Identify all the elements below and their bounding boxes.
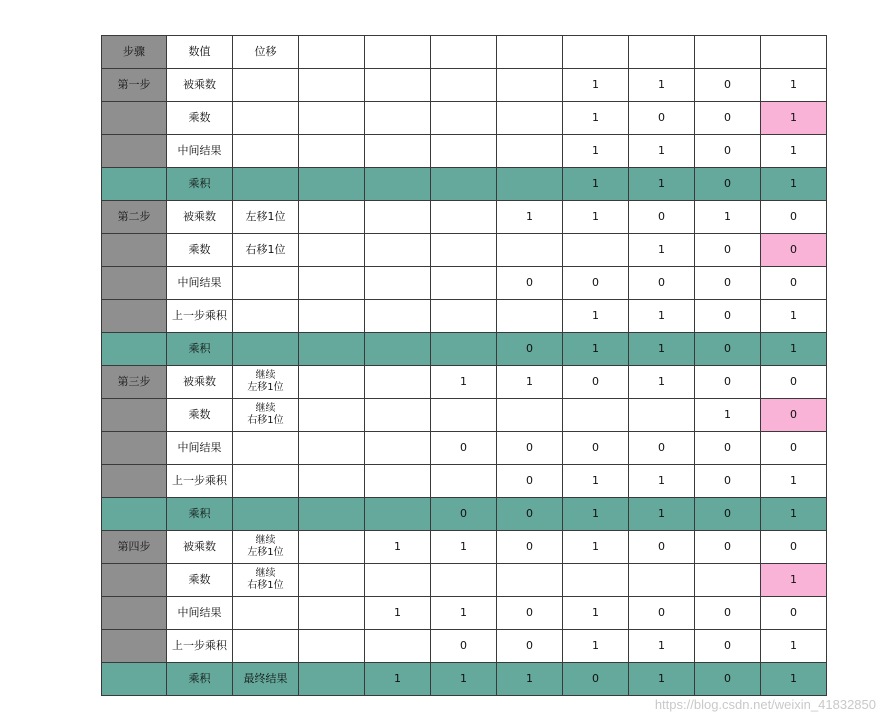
bit-cell [365,36,431,69]
bit-cell: 1 [629,498,695,531]
bit-cell [497,102,563,135]
bit-cell: 1 [761,300,827,333]
bit-cell [431,267,497,300]
bit-cell: 0 [497,498,563,531]
bit-cell [365,201,431,234]
bit-cell [365,366,431,399]
shift-cell: 继续 右移1位 [233,399,299,432]
bit-cell: 1 [761,564,827,597]
bit-cell [497,69,563,102]
bit-cell: 1 [431,366,497,399]
bit-cell: 0 [629,201,695,234]
bit-cell [497,135,563,168]
table-row [102,465,827,498]
shift-cell [233,465,299,498]
bit-cell: 0 [497,465,563,498]
bit-cell: 1 [761,135,827,168]
bit-cell: 0 [431,498,497,531]
shift-cell [233,69,299,102]
bit-cell: 1 [431,597,497,630]
table-row [102,201,827,234]
bit-cell: 0 [695,498,761,531]
bit-cell [431,234,497,267]
bit-cell: 1 [497,366,563,399]
value-label-cell: 被乘数 [167,69,233,102]
bit-cell: 1 [629,366,695,399]
header-row [102,36,827,69]
bit-cell [299,234,365,267]
bit-cell [365,168,431,201]
table-row [102,432,827,465]
bit-cell: 1 [629,69,695,102]
value-label-cell: 中间结果 [167,432,233,465]
value-label-cell: 乘积 [167,168,233,201]
bit-cell [365,234,431,267]
bit-cell [299,168,365,201]
bit-cell [563,36,629,69]
step-cell [102,630,167,663]
bit-cell: 0 [695,432,761,465]
shift-cell [233,432,299,465]
bit-cell: 1 [629,630,695,663]
bit-cell [563,234,629,267]
bit-cell: 1 [563,300,629,333]
value-label-cell: 中间结果 [167,135,233,168]
bit-cell [365,498,431,531]
bit-cell: 1 [695,399,761,432]
bit-cell [497,234,563,267]
bit-cell [365,267,431,300]
bit-cell [299,300,365,333]
bit-cell: 0 [497,630,563,663]
bit-cell: 0 [629,432,695,465]
bit-cell: 1 [761,663,827,696]
bit-cell [431,168,497,201]
bit-cell: 1 [497,201,563,234]
bit-cell: 0 [431,630,497,663]
value-label-cell: 乘积 [167,333,233,366]
bit-cell: 1 [761,465,827,498]
product-row [102,333,827,366]
bit-cell [695,564,761,597]
step-cell: 第一步 [102,69,167,102]
bit-cell [299,102,365,135]
bit-cell: 1 [761,333,827,366]
bit-cell [299,564,365,597]
bit-cell [431,333,497,366]
bit-cell [695,36,761,69]
step-cell: 第二步 [102,201,167,234]
bit-cell: 0 [761,531,827,564]
shift-cell: 最终结果 [233,663,299,696]
table-row [102,234,827,267]
bit-cell [299,135,365,168]
bit-cell [629,399,695,432]
step-cell [102,432,167,465]
bit-cell: 1 [563,69,629,102]
shift-cell: 继续 右移1位 [233,564,299,597]
bit-cell: 1 [761,498,827,531]
bit-cell [497,399,563,432]
bit-cell: 0 [761,267,827,300]
bit-cell [365,432,431,465]
bit-cell [431,399,497,432]
shift-cell: 继续 左移1位 [233,531,299,564]
bit-cell [497,36,563,69]
shift-cell [233,498,299,531]
value-label-cell: 中间结果 [167,597,233,630]
shift-cell [233,267,299,300]
bit-cell: 0 [629,102,695,135]
bit-cell: 1 [563,333,629,366]
bit-cell: 1 [761,168,827,201]
bit-cell [431,69,497,102]
value-label-cell: 被乘数 [167,531,233,564]
bit-cell: 0 [695,366,761,399]
product-row [102,498,827,531]
bit-cell [299,36,365,69]
bit-cell: 0 [695,168,761,201]
step-cell: 步骤 [102,36,167,69]
bit-cell [299,399,365,432]
bit-cell [299,201,365,234]
shift-cell: 位移 [233,36,299,69]
table-row [102,399,827,432]
step-cell [102,135,167,168]
bit-cell [365,399,431,432]
bit-cell: 0 [695,465,761,498]
bit-cell [299,630,365,663]
bit-cell: 1 [629,300,695,333]
bit-cell: 0 [761,399,827,432]
bit-cell: 0 [695,531,761,564]
step-cell [102,465,167,498]
bit-cell: 1 [431,531,497,564]
bit-cell: 1 [761,630,827,663]
value-label-cell: 乘积 [167,498,233,531]
shift-cell [233,300,299,333]
bit-cell: 1 [629,465,695,498]
table-row [102,366,827,399]
value-label-cell: 上一步乘积 [167,630,233,663]
bit-cell: 0 [497,531,563,564]
bit-cell [365,102,431,135]
bit-cell [431,300,497,333]
bit-cell [365,300,431,333]
step-cell [102,498,167,531]
shift-cell [233,333,299,366]
bit-cell [299,69,365,102]
bit-cell [431,201,497,234]
bit-cell: 1 [563,630,629,663]
bit-cell: 0 [497,267,563,300]
bit-cell: 1 [431,663,497,696]
bit-cell [761,36,827,69]
bit-cell [431,135,497,168]
step-cell [102,399,167,432]
bit-cell: 0 [695,135,761,168]
bit-cell [299,366,365,399]
shift-cell [233,597,299,630]
bit-cell [365,333,431,366]
bit-cell: 0 [695,69,761,102]
bit-cell [365,564,431,597]
bit-cell [365,465,431,498]
bit-cell: 1 [365,597,431,630]
bit-cell: 0 [431,432,497,465]
step-cell [102,597,167,630]
bit-cell: 0 [629,267,695,300]
bit-cell [365,135,431,168]
shift-cell: 左移1位 [233,201,299,234]
bit-cell: 1 [563,597,629,630]
bit-cell [497,168,563,201]
bit-cell [365,630,431,663]
bit-cell [299,465,365,498]
bit-cell: 1 [629,333,695,366]
step-cell [102,168,167,201]
bit-cell: 1 [563,102,629,135]
shift-cell [233,168,299,201]
table-row [102,597,827,630]
step-cell [102,564,167,597]
watermark-url: https://blog.csdn.net/weixin_41832850 [654,697,876,712]
table-body [102,36,827,696]
bit-cell: 0 [563,366,629,399]
bit-cell: 1 [365,663,431,696]
bit-cell: 0 [695,234,761,267]
bit-cell: 1 [365,531,431,564]
step-cell [102,234,167,267]
bit-cell: 1 [629,234,695,267]
bit-cell: 0 [695,630,761,663]
bit-cell: 0 [563,267,629,300]
bit-cell: 0 [629,597,695,630]
bit-cell: 0 [497,597,563,630]
bit-cell: 0 [695,333,761,366]
value-label-cell: 乘数 [167,399,233,432]
table-row [102,267,827,300]
value-label-cell: 上一步乘积 [167,300,233,333]
value-label-cell: 被乘数 [167,201,233,234]
bit-cell [563,399,629,432]
bit-cell [431,564,497,597]
bit-cell: 0 [761,597,827,630]
bit-cell [299,432,365,465]
step-cell: 第四步 [102,531,167,564]
product-row [102,663,827,696]
table-row [102,564,827,597]
bit-cell: 1 [563,531,629,564]
bit-cell: 0 [695,267,761,300]
bit-cell: 1 [563,201,629,234]
shift-cell [233,135,299,168]
bit-cell [365,69,431,102]
bit-cell [299,333,365,366]
table-row [102,69,827,102]
bit-cell: 0 [761,234,827,267]
bit-cell: 1 [563,135,629,168]
bit-cell: 1 [629,168,695,201]
bit-cell: 1 [497,663,563,696]
value-label-cell: 中间结果 [167,267,233,300]
shift-cell: 右移1位 [233,234,299,267]
bit-cell [299,663,365,696]
bit-cell: 0 [563,663,629,696]
bit-cell: 1 [563,465,629,498]
bit-cell: 1 [761,102,827,135]
bit-cell: 0 [497,432,563,465]
table-row [102,135,827,168]
bit-cell: 0 [695,300,761,333]
multiplication-steps-table [101,35,827,696]
value-label-cell: 数值 [167,36,233,69]
bit-cell: 0 [695,597,761,630]
bit-cell [299,531,365,564]
bit-cell: 1 [629,663,695,696]
value-label-cell: 被乘数 [167,366,233,399]
bit-cell: 1 [761,69,827,102]
bit-cell [629,564,695,597]
bit-cell: 0 [761,366,827,399]
step-cell [102,267,167,300]
table-row [102,630,827,663]
bit-cell: 0 [695,102,761,135]
bit-cell [497,300,563,333]
value-label-cell: 乘数 [167,102,233,135]
step-cell [102,102,167,135]
bit-cell: 0 [629,531,695,564]
bit-cell: 0 [761,201,827,234]
value-label-cell: 乘数 [167,234,233,267]
bit-cell: 1 [563,498,629,531]
step-cell [102,300,167,333]
bit-cell: 1 [695,201,761,234]
bit-cell [299,267,365,300]
bit-cell: 0 [563,432,629,465]
value-label-cell: 乘积 [167,663,233,696]
table-row [102,300,827,333]
bit-cell [431,465,497,498]
bit-cell [563,564,629,597]
bit-cell [299,597,365,630]
bit-cell [299,498,365,531]
bit-cell: 1 [563,168,629,201]
bit-cell: 0 [761,432,827,465]
table-row [102,102,827,135]
step-cell: 第三步 [102,366,167,399]
bit-cell: 1 [629,135,695,168]
bit-cell [629,36,695,69]
step-cell [102,663,167,696]
shift-cell [233,102,299,135]
shift-cell [233,630,299,663]
bit-cell: 0 [695,663,761,696]
shift-cell: 继续 左移1位 [233,366,299,399]
bit-cell [431,36,497,69]
value-label-cell: 乘数 [167,564,233,597]
product-row [102,168,827,201]
table-row [102,531,827,564]
value-label-cell: 上一步乘积 [167,465,233,498]
bit-cell: 0 [497,333,563,366]
step-cell [102,333,167,366]
bit-cell [431,102,497,135]
bit-cell [497,564,563,597]
